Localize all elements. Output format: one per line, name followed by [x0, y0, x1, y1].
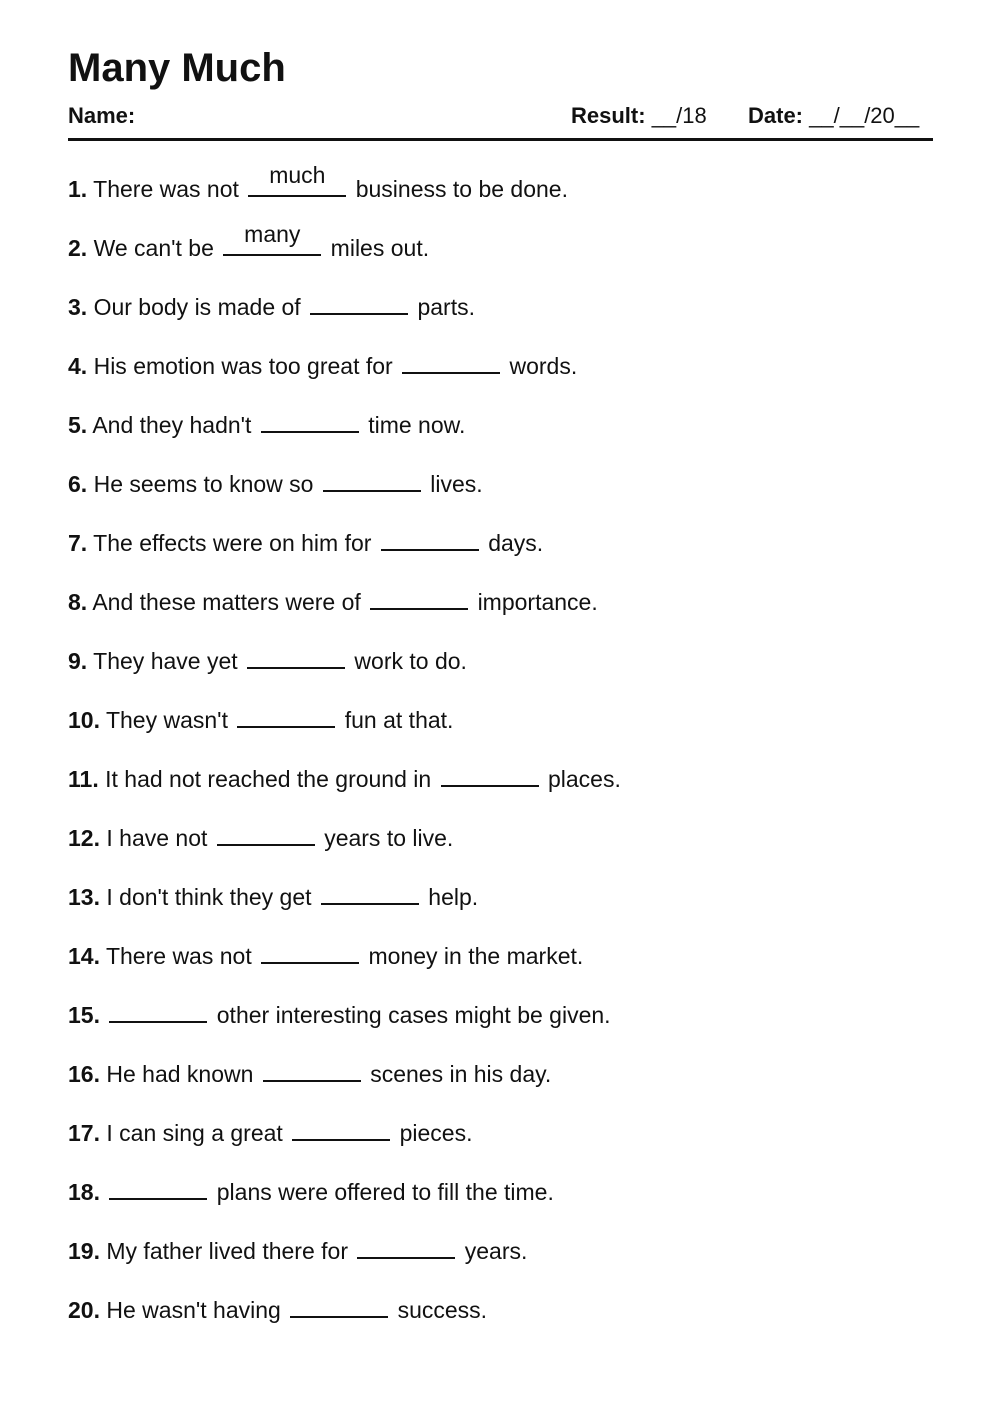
answer-text: much: [269, 162, 326, 188]
question-number: 10.: [68, 707, 100, 733]
question-item: [68, 221, 621, 287]
page-title: Many Much: [68, 46, 286, 90]
question-text-before: There was not: [105, 943, 252, 969]
answer-blank[interactable]: [321, 877, 419, 905]
question-number: 12.: [68, 825, 100, 851]
question-text-before: His emotion was too great for: [93, 353, 393, 379]
question-text-before: He wasn't having: [106, 1297, 281, 1323]
question-item: [68, 818, 621, 877]
question-text-after: parts.: [417, 294, 475, 320]
name-label: Name:: [68, 103, 136, 128]
answer-text: many: [244, 221, 301, 247]
answer-blank[interactable]: [261, 936, 359, 964]
question-item: [68, 700, 621, 759]
question-item: [68, 995, 621, 1054]
question-text-after: help.: [428, 884, 479, 910]
answer-blank[interactable]: [381, 523, 479, 551]
answer-blank[interactable]: [223, 221, 321, 256]
question-text-before: He had known: [106, 1061, 254, 1087]
question-item: [68, 346, 621, 405]
question-number: 2.: [68, 235, 88, 261]
question-item: [68, 641, 621, 700]
question-item: [68, 582, 621, 641]
question-number: 14.: [68, 943, 100, 969]
date-label: Date:: [748, 103, 804, 128]
question-item: [68, 759, 621, 818]
question-number: 13.: [68, 884, 100, 910]
result-field: [571, 102, 707, 130]
question-number: 16.: [68, 1061, 100, 1087]
answer-blank[interactable]: [217, 818, 315, 846]
question-item: [68, 287, 621, 346]
answer-blank[interactable]: [310, 287, 408, 315]
question-number: 7.: [68, 530, 88, 556]
answer-blank[interactable]: [441, 759, 539, 787]
question-text-before: They wasn't: [105, 707, 228, 733]
question-text-after: lives.: [430, 471, 483, 497]
question-item: [68, 1113, 621, 1172]
answer-blank[interactable]: [261, 405, 359, 433]
question-number: 5.: [68, 412, 88, 438]
answer-blank[interactable]: [248, 162, 346, 197]
answer-blank[interactable]: [109, 1172, 207, 1200]
answer-blank[interactable]: [263, 1054, 361, 1082]
question-item: [68, 1231, 621, 1290]
question-text-after: places.: [547, 766, 621, 792]
question-text-before: And these matters were of: [92, 589, 361, 615]
question-text-before: I don't think they get: [106, 884, 312, 910]
question-text-before: And they hadn't: [92, 412, 252, 438]
answer-blank[interactable]: [357, 1231, 455, 1259]
question-item: [68, 405, 621, 464]
question-text-after: fun at that.: [344, 707, 454, 733]
question-text-after: success.: [397, 1297, 488, 1323]
header-divider: [68, 138, 933, 141]
question-text-after: time now.: [368, 412, 466, 438]
question-text-before: I have not: [106, 825, 208, 851]
question-text-before: My father lived there for: [106, 1238, 348, 1264]
question-number: 3.: [68, 294, 88, 320]
question-item: [68, 523, 621, 582]
question-text-before: We can't be: [93, 235, 214, 261]
date-field: [748, 102, 919, 130]
question-text-after: miles out.: [330, 235, 430, 261]
question-text-after: other interesting cases might be given.: [216, 1002, 611, 1028]
question-item: [68, 877, 621, 936]
question-item: [68, 464, 621, 523]
question-text-after: work to do.: [354, 648, 467, 674]
answer-blank[interactable]: [402, 346, 500, 374]
answer-blank[interactable]: [247, 641, 345, 669]
question-number: 19.: [68, 1238, 100, 1264]
question-number: 1.: [68, 176, 88, 202]
question-number: 20.: [68, 1297, 100, 1323]
question-number: 8.: [68, 589, 88, 615]
question-list: [68, 162, 621, 1349]
question-text-after: words.: [509, 353, 578, 379]
question-number: 6.: [68, 471, 88, 497]
question-number: 15.: [68, 1002, 100, 1028]
question-text-after: scenes in his day.: [370, 1061, 552, 1087]
question-item: [68, 1054, 621, 1113]
question-text-after: money in the market.: [368, 943, 584, 969]
question-number: 11.: [68, 766, 99, 792]
question-text-after: pieces.: [399, 1120, 473, 1146]
question-number: 17.: [68, 1120, 100, 1146]
question-number: 4.: [68, 353, 88, 379]
answer-blank[interactable]: [290, 1290, 388, 1318]
question-text-before: He seems to know so: [93, 471, 314, 497]
result-value: __/18: [651, 103, 707, 128]
answer-blank[interactable]: [237, 700, 335, 728]
question-text-after: plans were offered to fill the time.: [216, 1179, 554, 1205]
question-item: [68, 1172, 621, 1231]
question-text-before: They have yet: [93, 648, 238, 674]
answer-blank[interactable]: [370, 582, 468, 610]
question-text-after: days.: [488, 530, 544, 556]
result-label: Result:: [571, 103, 646, 128]
question-text-after: years.: [464, 1238, 528, 1264]
question-text-before: I can sing a great: [106, 1120, 283, 1146]
question-text-before: There was not: [93, 176, 239, 202]
question-item: [68, 162, 621, 228]
question-text-after: importance.: [477, 589, 598, 615]
answer-blank[interactable]: [323, 464, 421, 492]
question-item: [68, 936, 621, 995]
question-item: [68, 1290, 621, 1349]
answer-blank[interactable]: [292, 1113, 390, 1141]
question-text-before: It had not reached the ground in: [105, 766, 432, 792]
question-number: 18.: [68, 1179, 100, 1205]
question-text-before: Our body is made of: [93, 294, 301, 320]
question-text-after: business to be done.: [355, 176, 568, 202]
date-value: __/__/20__: [809, 103, 920, 128]
answer-blank[interactable]: [109, 995, 207, 1023]
question-number: 9.: [68, 648, 88, 674]
question-text-after: years to live.: [324, 825, 454, 851]
worksheet-header: [68, 102, 932, 132]
question-text-before: The effects were on him for: [93, 530, 372, 556]
